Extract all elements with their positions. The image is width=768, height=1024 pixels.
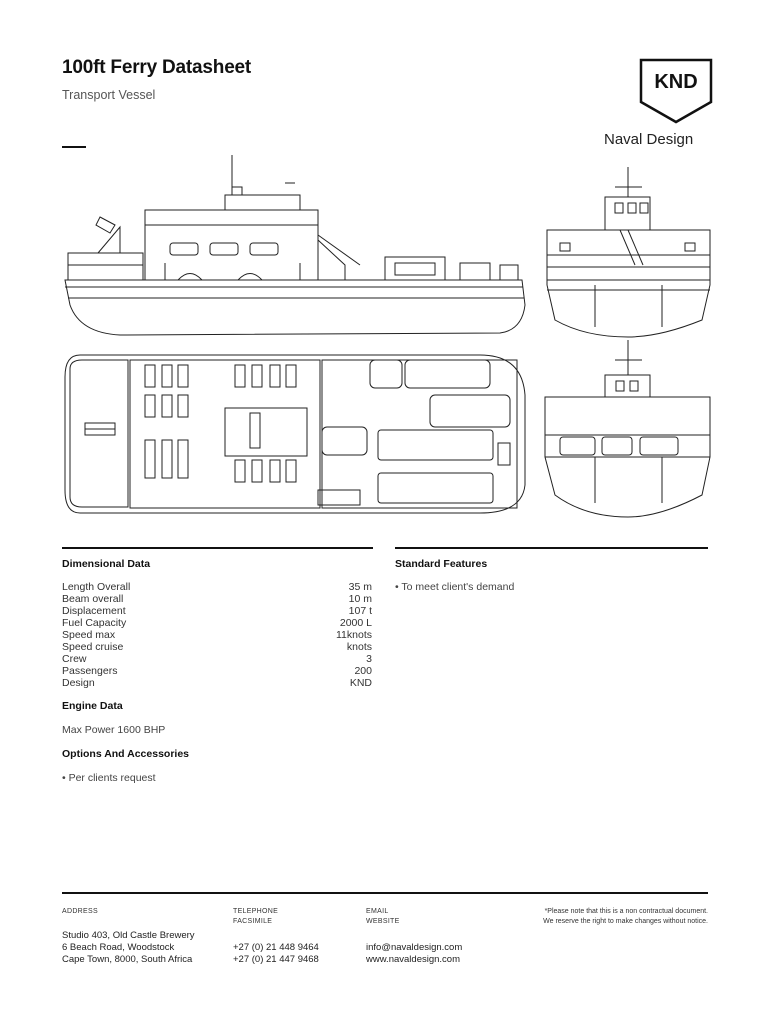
rear-view-drawing: [545, 340, 710, 517]
spec-label: Beam overall: [62, 593, 124, 605]
spec-label: Displacement: [62, 605, 126, 617]
footer-rule: [62, 892, 708, 894]
page-subtitle: Transport Vessel: [62, 88, 156, 102]
spec-value: KND: [349, 677, 372, 689]
phone-block: [233, 907, 319, 966]
dimensional-list: [62, 581, 372, 689]
deck-plan-drawing: [65, 355, 525, 513]
spec-value: knots: [346, 641, 372, 653]
spec-row: [62, 605, 372, 617]
spec-row: [62, 617, 372, 629]
address-line: Cape Town, 8000, South Africa: [62, 954, 193, 965]
knd-logo-shield: [638, 58, 714, 124]
engine-heading: Engine Data: [62, 700, 123, 712]
dimensional-heading: Dimensional Data: [62, 558, 151, 570]
note-line: We reserve the right to make changes without notice.: [543, 918, 708, 925]
title-dash-divider: [62, 146, 86, 148]
spec-row: [62, 653, 372, 665]
spec-label: Speed max: [62, 629, 116, 641]
spec-row: [62, 629, 372, 641]
disclaimer-note: [498, 907, 708, 927]
facsimile-value: +27 (0) 21 447 9468: [233, 954, 319, 965]
email-link[interactable]: info@navaldesign.com: [366, 942, 463, 953]
spec-label: Length Overall: [62, 581, 131, 593]
facsimile-label: FACSIMILE: [233, 918, 273, 925]
spec-row: [62, 593, 372, 605]
front-view-drawing: [547, 167, 710, 337]
address-block: [62, 907, 195, 966]
logo-text: KND: [654, 71, 698, 93]
spec-label: Design: [62, 677, 95, 689]
spec-value: 11knots: [336, 629, 372, 641]
spec-value: 2000 L: [339, 617, 372, 629]
side-profile-drawing: [65, 155, 525, 335]
spec-value: 3: [366, 653, 372, 665]
vessel-drawings: [60, 155, 720, 525]
telephone-value: +27 (0) 21 448 9464: [233, 942, 319, 953]
spec-value: 10 m: [348, 593, 372, 605]
options-heading: Options And Accessories: [62, 748, 190, 760]
spec-value: 107 t: [348, 605, 372, 617]
options-item: • Per clients request: [62, 772, 156, 784]
spec-value: 35 m: [348, 581, 372, 593]
engine-text: Max Power 1600 BHP: [62, 724, 166, 736]
spec-label: Crew: [62, 653, 87, 665]
spec-label: Speed cruise: [62, 641, 124, 653]
standard-item: • To meet client's demand: [395, 581, 515, 593]
spec-row: [62, 641, 372, 653]
note-line: *Please note that this is a non contractual document.: [544, 908, 708, 915]
spec-label: Fuel Capacity: [62, 617, 127, 629]
spec-value: 200: [354, 665, 372, 677]
contact-block: [366, 907, 462, 966]
website-link[interactable]: www.navaldesign.com: [366, 954, 460, 965]
website-label: WEBSITE: [366, 918, 400, 925]
standard-heading: Standard Features: [395, 558, 488, 570]
email-label: EMAIL: [366, 908, 389, 915]
spec-row: [62, 581, 372, 593]
address-line: 6 Beach Road, Woodstock: [62, 942, 175, 953]
spec-row: [62, 677, 372, 689]
standard-rule: [395, 547, 708, 549]
telephone-label: TELEPHONE: [233, 908, 279, 915]
address-label: ADDRESS: [62, 908, 98, 915]
address-line: Studio 403, Old Castle Brewery: [62, 930, 195, 941]
page-title: 100ft Ferry Datasheet: [62, 57, 252, 78]
spec-label: Passengers: [62, 665, 118, 677]
dimensional-rule: [62, 547, 373, 549]
logo-caption: Naval Design: [604, 131, 694, 148]
spec-row: [62, 665, 372, 677]
